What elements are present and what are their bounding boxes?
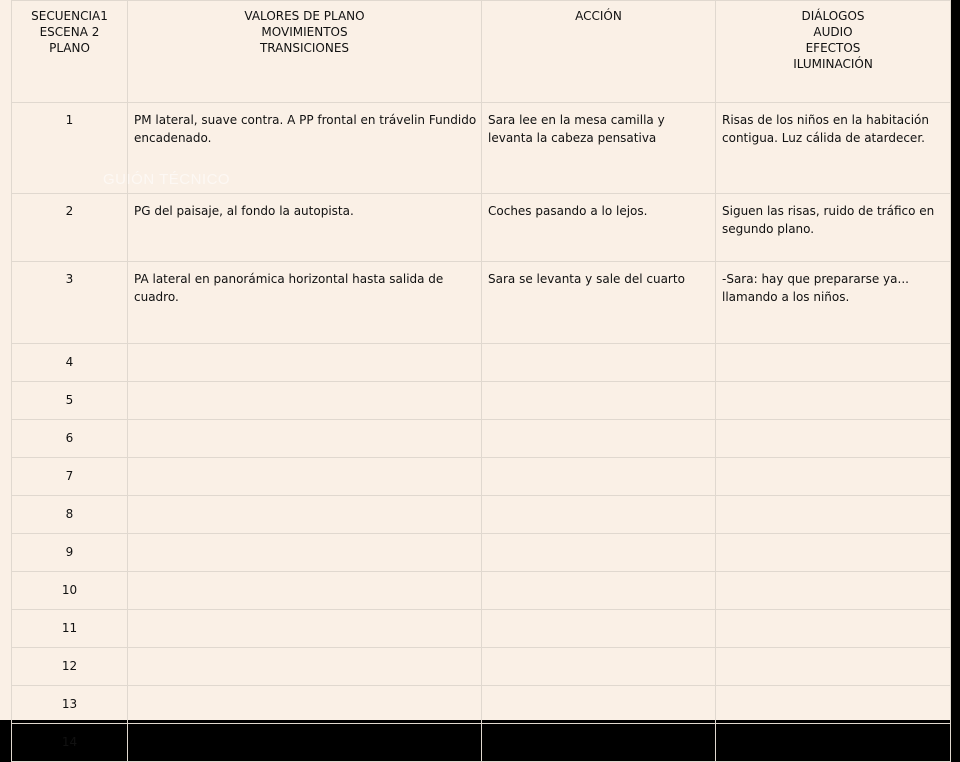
shot-accion [482,724,716,762]
header-accion [482,1,716,103]
shot-dialogos [716,724,951,762]
shot-dialogos: -Sara: hay que prepararse ya... llamando a los niños. [716,262,951,344]
shot-number: 9 [12,534,128,572]
header-line: ACCIÓN [575,9,622,23]
shot-valores: PM lateral, suave contra. A PP frontal en trávelin Fundido encadenado. [128,103,482,194]
shot-dialogos: Risas de los niños en la habitación contigua. Luz cálida de atardecer. [716,103,951,194]
shot-dialogos [716,382,951,420]
shot-accion [482,496,716,534]
shot-number: 11 [12,610,128,648]
shot-valores [128,420,482,458]
shot-dialogos [716,686,951,724]
header-line: EFECTOS [805,41,861,55]
table-row [12,648,951,686]
shot-valores [128,458,482,496]
technical-script-table [11,0,951,762]
shot-dialogos [716,534,951,572]
shot-dialogos [716,420,951,458]
shot-accion [482,686,716,724]
shot-number: 1 [12,103,128,194]
header-plano [12,1,128,103]
shot-valores [128,382,482,420]
shot-accion [482,458,716,496]
shot-accion [482,572,716,610]
shot-dialogos [716,496,951,534]
table-row [12,724,951,762]
shot-accion [482,420,716,458]
shot-dialogos [716,648,951,686]
shot-valores [128,648,482,686]
shot-valores [128,496,482,534]
shot-dialogos: Siguen las risas, ruido de tráfico en segundo plano. [716,194,951,262]
shot-number: 14 [12,724,128,762]
shot-accion [482,534,716,572]
shot-number: 3 [12,262,128,344]
table-row [12,572,951,610]
shot-accion [482,344,716,382]
shot-number: 5 [12,382,128,420]
header-line: SECUENCIA1 [31,9,108,23]
table-row [12,686,951,724]
table-row [12,496,951,534]
watermark-title: GUIÓN TÉCNICO [103,171,231,188]
shot-accion [482,610,716,648]
shot-number: 12 [12,648,128,686]
header-valores [128,1,482,103]
table-row [12,382,951,420]
shot-accion [482,648,716,686]
shot-number: 8 [12,496,128,534]
shot-dialogos [716,458,951,496]
shot-accion: Coches pasando a lo lejos. [482,194,716,262]
table-row [12,262,951,344]
shot-number: 10 [12,572,128,610]
table-row [12,534,951,572]
table-row [12,610,951,648]
shot-accion: Sara se levanta y sale del cuarto [482,262,716,344]
table-row [12,420,951,458]
header-line: MOVIMIENTOS [261,25,348,39]
header-line: DIÁLOGOS [801,9,865,23]
shot-valores [128,686,482,724]
shot-valores [128,344,482,382]
shot-accion [482,382,716,420]
shot-number: 6 [12,420,128,458]
shot-number: 4 [12,344,128,382]
shot-valores: PA lateral en panorámica horizontal hasta salida de cuadro. [128,262,482,344]
table-row [12,194,951,262]
header-dialogos [716,1,951,103]
shot-dialogos [716,610,951,648]
shot-number: 13 [12,686,128,724]
header-line: ILUMINACIÓN [793,57,873,71]
header-line: VALORES DE PLANO [244,9,365,23]
header-line: AUDIO [813,25,853,39]
shot-valores [128,724,482,762]
shot-accion: Sara lee en la mesa camilla y levanta la cabeza pensativa [482,103,716,194]
header-line: ESCENA 2 [39,25,100,39]
shot-dialogos [716,572,951,610]
table-row [12,344,951,382]
header-row [12,1,951,103]
table-row [12,103,951,194]
shot-valores: PG del paisaje, al fondo la autopista. [128,194,482,262]
shot-valores [128,610,482,648]
header-line: PLANO [49,41,90,55]
shot-number: 7 [12,458,128,496]
table-row [12,458,951,496]
shot-valores [128,572,482,610]
shot-dialogos [716,344,951,382]
header-line: TRANSICIONES [259,41,350,55]
shot-number: 2 [12,194,128,262]
shot-valores [128,534,482,572]
